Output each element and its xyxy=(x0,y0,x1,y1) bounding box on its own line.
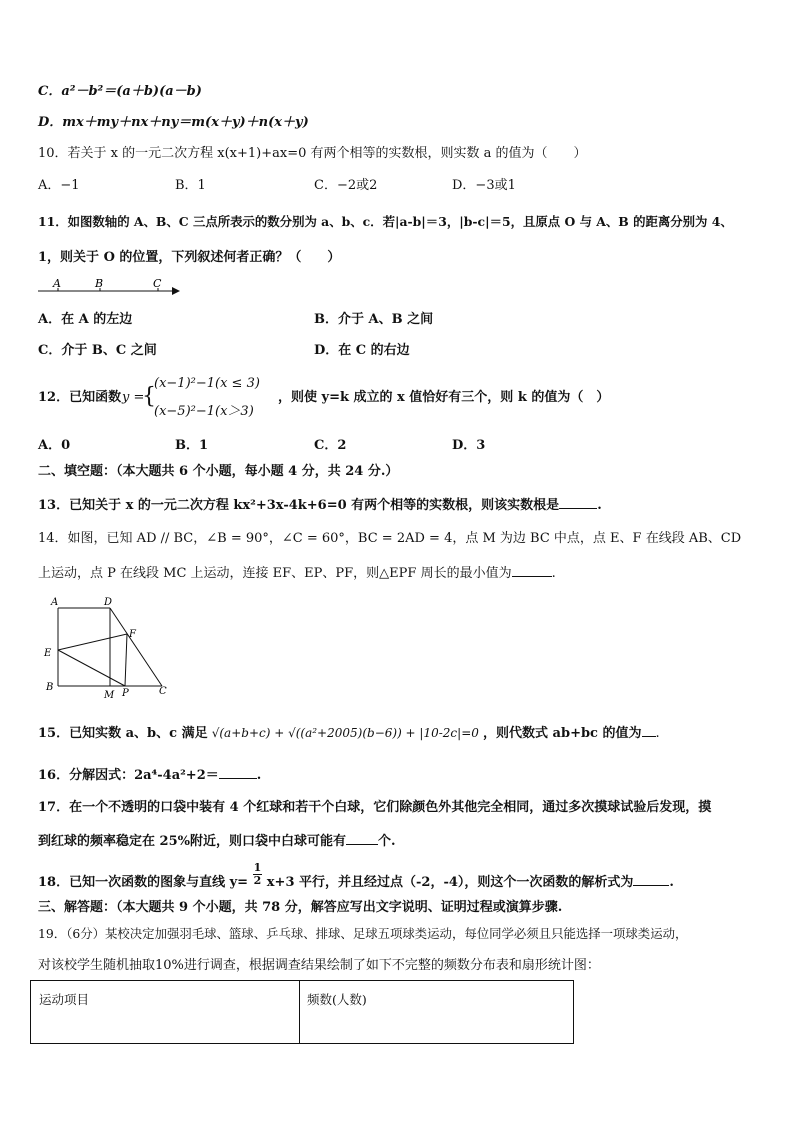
q11-stem-line2: 1，则关于 O 的位置，下列叙述何者正确？（ ） xyxy=(38,250,341,265)
q16-stem: 16．分解因式：2a⁴-4a²+2＝ . xyxy=(38,768,262,783)
label-c: C xyxy=(159,686,167,697)
q12-option-d: D．3 xyxy=(452,438,486,453)
q12-option-c: C．2 xyxy=(314,438,347,453)
section-2-heading: 二、填空题：（本大题共 6 个小题，每小题 4 分，共 24 分.） xyxy=(38,464,399,479)
trapezoid-figure xyxy=(38,594,178,704)
q19-stem-line1: 19．（6分）某校决定加强羽毛球、篮球、乒乓球、排球、足球五项球类运动，每位同学必须且只能选择一项球类运动， xyxy=(38,926,688,941)
q10-option-c: C．−2或2 xyxy=(314,178,378,193)
q10-option-d: D．−3或1 xyxy=(452,178,516,193)
q14-stem-line1: 14．如图，已知 AD // BC，∠B = 90°，∠C = 60°，BC = 2AD = 4，点 M 为边 BC 中点，点 E、F 在线段 AB、CD xyxy=(38,531,742,546)
q14-stem-line2: 上运动，点 P 在线段 MC 上运动，连接 EF、EP、PF，则△EPF 周长的最小值为 . xyxy=(38,566,556,581)
q19-stem-line2: 对该校学生随机抽取10%进行调查，根据调查结果绘制了如下不完整的频数分布表和扇形统计图： xyxy=(38,958,600,973)
fraction-half: $\frac{1}{2}$ xyxy=(253,861,262,887)
label-p: P xyxy=(122,688,129,699)
number-line-figure xyxy=(36,276,186,300)
q10-stem: 10．若关于 x 的一元二次方程 x(x+1)+ax=0 有两个相等的实数根，则实数 a 的值为（ ） xyxy=(38,146,587,161)
label-d: D xyxy=(104,597,113,608)
section-3-heading: 三、解答题：（本大题共 9 个小题，共 78 分，解答应写出文字说明、证明过程或演算步骤. xyxy=(38,900,563,915)
q15-stem: 15．已知实数 a、b、c 满足 √(a+b+c) + √((a²+2005)(b−6)) + |10-2c|=0 ，则代数式 ab+bc 的值为 . xyxy=(38,726,660,741)
q11-option-b: B．介于 A、B 之间 xyxy=(314,312,434,327)
q13-stem: 13．已知关于 x 的一元二次方程 kx²+3x-4k+6=0 有两个相等的实数根，则该实数根是 . xyxy=(38,498,602,513)
label-b: B xyxy=(95,277,104,290)
q12-case-2: (x−5)²−1(x＞3) xyxy=(154,404,254,419)
q11-option-d: D．在 C 的右边 xyxy=(314,343,410,358)
q10-option-a: A．−1 xyxy=(38,178,80,193)
q12-option-b: B．1 xyxy=(175,438,209,453)
label-m: M xyxy=(104,690,115,701)
q17-stem-line2: 到红球的频率稳定在 25%附近，则口袋中白球可能有 个. xyxy=(38,834,396,849)
label-f: F xyxy=(129,629,136,640)
q17-stem-line1: 17．在一个不透明的口袋中装有 4 个红球和若干个白球，它们除颜色外其他完全相同，通过多次摸球试验后发现，摸 xyxy=(38,800,712,815)
frequency-table xyxy=(30,980,574,1044)
q15-expression: √(a+b+c) + √((a²+2005)(b−6)) + |10-2c|=0 xyxy=(211,726,479,740)
q12-option-a: A．0 xyxy=(38,438,71,453)
q11-stem-line1: 11．如图数轴的 A、B、C 三点所表示的数分别为 a、b、c．若|a-b|＝3，|b-c|＝5，且原点 O 与 A、B 的距离分别为 4、 xyxy=(38,214,733,229)
q11-option-c: C．介于 B、C 之间 xyxy=(38,343,157,358)
q18-stem: 18．已知一次函数的图象与直线 y= $\frac{1}{2}$ x+3 平行，并且经过点（-2，-4），则这个一次函数的解析式为 . xyxy=(38,861,674,890)
q12-prefix: 12．已知函数 xyxy=(38,390,122,405)
label-e: E xyxy=(44,648,52,659)
q12-case-1: (x−1)²−1(x ≤ 3) xyxy=(154,376,260,391)
q11-option-a: A．在 A 的左边 xyxy=(38,312,133,327)
table-header-item: 运动项目 xyxy=(39,992,90,1007)
q10-option-b: B．1 xyxy=(175,178,206,193)
option-c-line: C．a²－b²＝(a＋b)(a－b) xyxy=(38,84,202,99)
label-b: B xyxy=(46,682,54,693)
table-header-frequency: 频数(人数) xyxy=(307,992,367,1007)
label-c: C xyxy=(153,277,162,290)
label-a: A xyxy=(51,597,59,608)
q12-suffix: ，则使 y=k 成立的 x 值恰好有三个，则 k 的值为（ ） xyxy=(278,390,610,405)
label-a: A xyxy=(53,277,61,290)
option-d-line: D．mx＋my＋nx＋ny＝m(x＋y)＋n(x＋y) xyxy=(38,115,309,130)
